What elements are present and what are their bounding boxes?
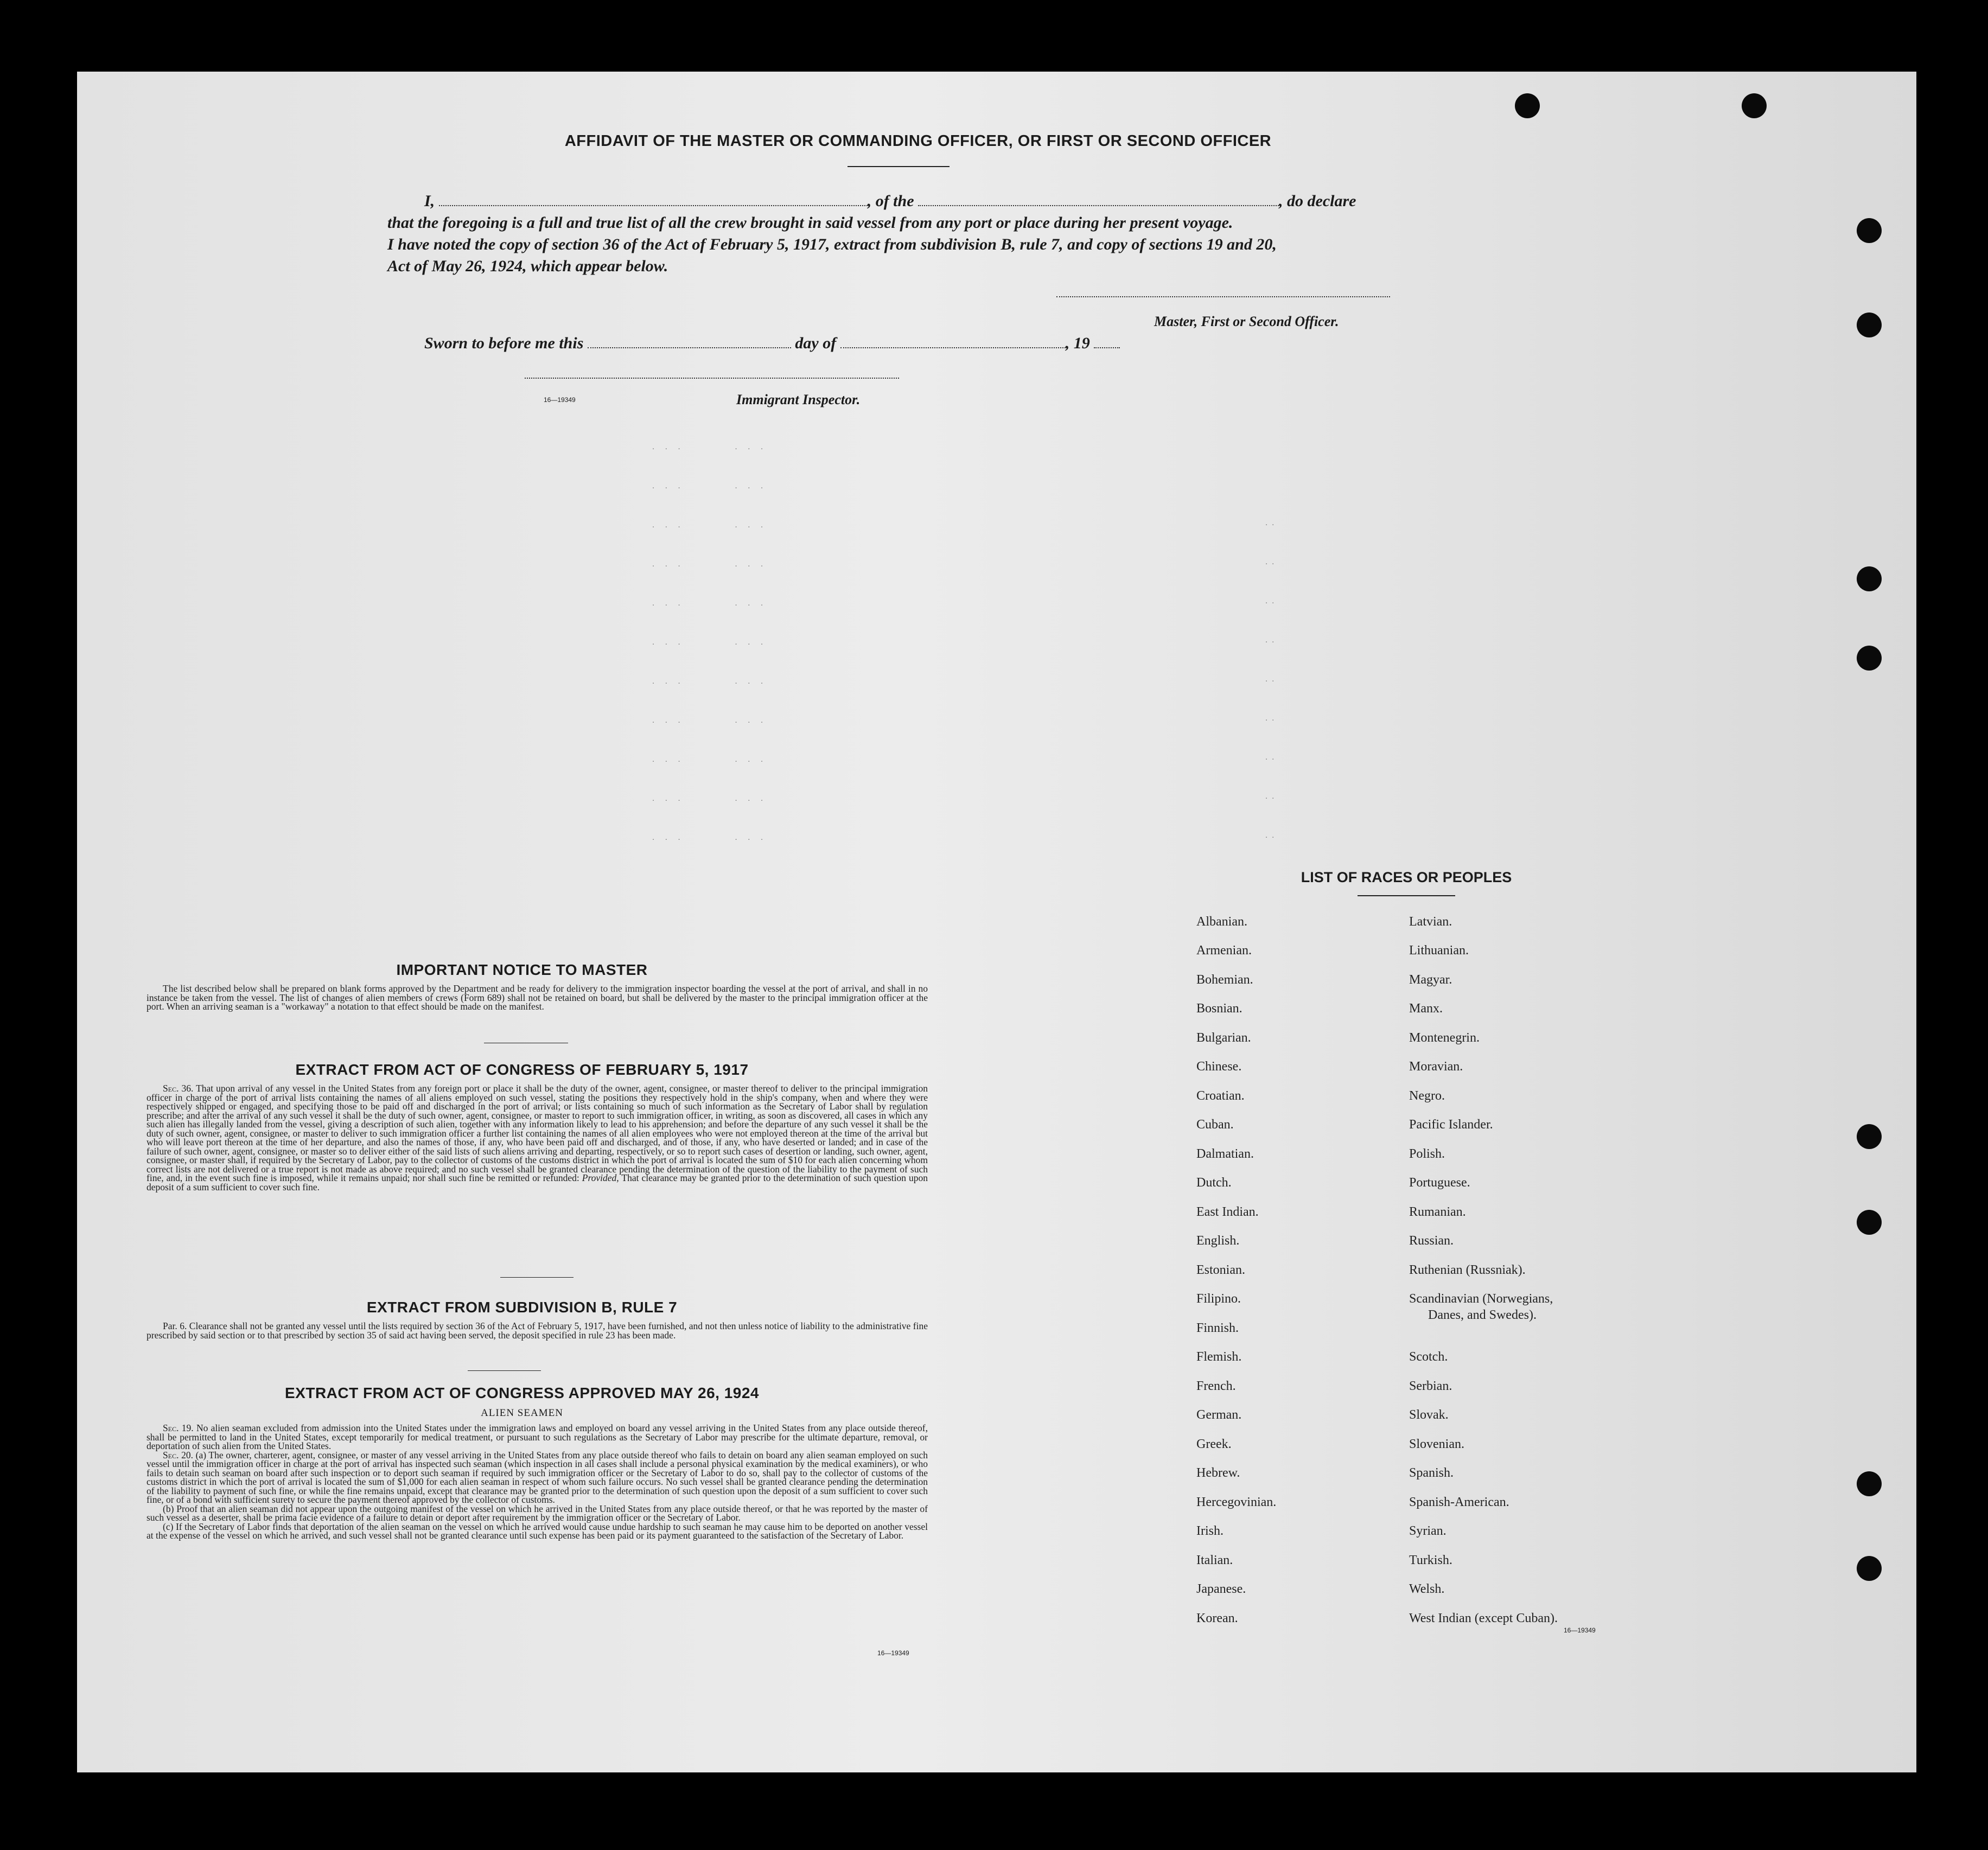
race-magyar: Magyar. bbox=[1409, 973, 1452, 987]
declare-suffix: , do declare bbox=[1279, 192, 1356, 210]
race-lithuanian: Lithuanian. bbox=[1409, 943, 1469, 958]
master-signature-label: Master, First or Second Officer. bbox=[1154, 314, 1339, 329]
race-bulgarian: Bulgarian. bbox=[1196, 1031, 1251, 1045]
races-title-rule bbox=[1358, 895, 1455, 896]
race-syrian: Syrian. bbox=[1409, 1524, 1447, 1538]
form-number-races: 16—19349 bbox=[1564, 1626, 1596, 1634]
race-spanish: Spanish. bbox=[1409, 1466, 1454, 1480]
race-french: French. bbox=[1196, 1379, 1236, 1393]
race-italian: Italian. bbox=[1196, 1553, 1233, 1567]
affidavit-line-2: that the foregoing is a full and true list of all the crew brought in said vessel from any port or place during her present voyage. bbox=[387, 214, 1233, 232]
punch-hole-top-1 bbox=[1515, 93, 1540, 118]
master-signature-field[interactable] bbox=[1056, 296, 1390, 297]
race-moravian: Moravian. bbox=[1409, 1060, 1463, 1074]
affidavit-line-4: Act of May 26, 1924, which appear below. bbox=[387, 257, 668, 275]
race-spanish-american: Spanish-American. bbox=[1409, 1495, 1509, 1509]
declarant-prefix: I, bbox=[424, 192, 435, 210]
affidavit-line-3: I have noted the copy of section 36 of the Act of February 5, 1917, extract from subdivision B, rule 7, and copy of sections 19 and 20, bbox=[387, 235, 1277, 253]
punch-hole-right-8 bbox=[1857, 1556, 1882, 1581]
punch-hole-right-7 bbox=[1857, 1471, 1882, 1496]
race-english: English. bbox=[1196, 1234, 1240, 1248]
extract-1924-title: EXTRACT FROM ACT OF CONGRESS APPROVED MAY 26, 1924 bbox=[285, 1385, 759, 1401]
race-hercegovinian: Hercegovinian. bbox=[1196, 1495, 1277, 1509]
race-filipino: Filipino. bbox=[1196, 1292, 1241, 1306]
alien-seamen-subtitle: ALIEN SEAMEN bbox=[481, 1407, 563, 1419]
race-bohemian: Bohemian. bbox=[1196, 973, 1253, 987]
race-polish: Polish. bbox=[1409, 1147, 1445, 1161]
sworn-day-of: day of bbox=[795, 334, 837, 352]
race-scandinavian-continued: Danes, and Swedes). bbox=[1428, 1308, 1537, 1322]
punch-hole-right-3 bbox=[1857, 566, 1882, 591]
sworn-prefix: Sworn to before me this bbox=[424, 334, 584, 352]
section-36-paragraph bbox=[146, 1084, 928, 1191]
race-negro: Negro. bbox=[1409, 1089, 1445, 1103]
notice-text bbox=[146, 984, 928, 1011]
race-russian: Russian. bbox=[1409, 1234, 1454, 1248]
race-serbian: Serbian. bbox=[1409, 1379, 1452, 1393]
race-flemish: Flemish. bbox=[1196, 1350, 1242, 1364]
punch-hole-top-2 bbox=[1742, 93, 1767, 118]
section-19-text: No alien seaman excluded from admission into the United States under the immigration laws and employed on board any vessel arriving in the United States from any place outside thereof, shall be permitted to land in the United States, except temporarily for medical treatment, or pursuant to such regulations as the Secretary of Labor may prescribe for the ultimate departure, removal, or deportation of such alien from the United States. bbox=[146, 1422, 928, 1451]
vessel-name-field[interactable] bbox=[918, 192, 1279, 206]
race-chinese: Chinese. bbox=[1196, 1060, 1242, 1074]
declarant-name-field[interactable] bbox=[439, 192, 868, 206]
race-scotch: Scotch. bbox=[1409, 1350, 1448, 1364]
punch-hole-right-2 bbox=[1857, 312, 1882, 337]
inspector-signature-field[interactable] bbox=[525, 378, 899, 379]
extract-1917-title: EXTRACT FROM ACT OF CONGRESS OF FEBRUARY 5, 1917 bbox=[295, 1061, 749, 1078]
race-hebrew: Hebrew. bbox=[1196, 1466, 1240, 1480]
form-number-affidavit: 16—19349 bbox=[544, 396, 576, 404]
race-irish: Irish. bbox=[1196, 1524, 1224, 1538]
punch-hole-right-5 bbox=[1857, 1124, 1882, 1149]
extract-1917-text bbox=[146, 1084, 928, 1191]
sworn-year-prefix: , 19 bbox=[1065, 334, 1090, 352]
section-19-label: Sec. 19. bbox=[163, 1422, 194, 1433]
punch-hole-right-6 bbox=[1857, 1210, 1882, 1235]
race-croatian: Croatian. bbox=[1196, 1089, 1245, 1103]
punch-hole-right-1 bbox=[1857, 218, 1882, 243]
race-finnish: Finnish. bbox=[1196, 1321, 1239, 1335]
race-west-indian: West Indian (except Cuban). bbox=[1409, 1611, 1558, 1625]
notice-title: IMPORTANT NOTICE TO MASTER bbox=[396, 961, 648, 978]
race-german: German. bbox=[1196, 1408, 1242, 1422]
race-scandinavian: Scandinavian (Norwegians, bbox=[1409, 1292, 1553, 1306]
race-welsh: Welsh. bbox=[1409, 1582, 1445, 1596]
section-20b-paragraph: (b) Proof that an alien seaman did not appear upon the outgoing manifest of the vessel on which he arrived in the United States from any place outside thereof, or that he was reported by the master of such vessel as a deserter, shall be prima facie evidence of a failure to detain or deport after requirement by the immigration officer or the Secretary of Labor. bbox=[146, 1503, 928, 1523]
proviso-word: Provided, bbox=[582, 1172, 619, 1183]
race-japanese: Japanese. bbox=[1196, 1582, 1246, 1596]
bleed-through-marks-right: ⋅⋅ ⋅⋅ ⋅⋅ ⋅⋅ ⋅⋅ ⋅⋅ ⋅⋅ ⋅⋅ ⋅⋅ bbox=[1265, 521, 1279, 841]
section-20a-text: (a) The owner, charterer, agent, consignee, or master of any vessel arriving in the United States from any place outside thereof who fails to detain on board any alien seaman employed on such vessel until the immigration officer in charge at the port of arrival has inspected such seaman (which inspection in all cases shall include a personal physical examination by the medical examiners), or who fails to detain such seaman on board after such inspection or to deport such seaman if required by such immigration officer or the Secretary of Labor to do so, shall pay to the collector of customs of the customs district in which the port of arrival is located the sum of $1,000 for each alien seaman in respect of whom such failure occurs. No such vessel shall be granted clearance pending the determination of the liability to payment of such fine, or while the fine remains unpaid, except that clearance may be granted prior to the determination of such question upon the deposit of a sum sufficient to cover such fine, or of a bond with sufficient surety to secure the payment thereof approved by the collector of customs. bbox=[146, 1449, 928, 1505]
vessel-prefix: , of the bbox=[867, 192, 914, 210]
extract-1924-text bbox=[146, 1424, 928, 1540]
rule-7-text bbox=[146, 1322, 928, 1339]
race-ruthenian: Ruthenian (Russniak). bbox=[1409, 1263, 1526, 1277]
race-montenegrin: Montenegrin. bbox=[1409, 1031, 1480, 1045]
bleed-through-marks: ⋅ ⋅ ⋅ ⋅ ⋅ ⋅ ⋅ ⋅ ⋅ ⋅ ⋅ ⋅ ⋅ ⋅ ⋅ ⋅ ⋅ ⋅ ⋅ ⋅ ⋅ ⋅ ⋅ ⋅ ⋅ ⋅ ⋅ ⋅ ⋅ ⋅ ⋅ ⋅ ⋅ ⋅ ⋅ ⋅ ⋅ ⋅ ⋅ ⋅ ⋅ ⋅ ⋅ ⋅ ⋅ ⋅ ⋅ ⋅ ⋅ ⋅ ⋅ ⋅ ⋅ ⋅ ⋅ ⋅ ⋅ ⋅ ⋅ ⋅ ⋅ ⋅ ⋅ ⋅ ⋅ ⋅ bbox=[652, 445, 768, 844]
race-slovenian: Slovenian. bbox=[1409, 1437, 1464, 1451]
race-east-indian: East Indian. bbox=[1196, 1205, 1259, 1219]
race-slovak: Slovak. bbox=[1409, 1408, 1449, 1422]
document-sheet bbox=[77, 72, 1916, 1772]
sworn-year-field[interactable] bbox=[1094, 334, 1120, 348]
race-albanian: Albanian. bbox=[1196, 915, 1247, 929]
sworn-month-field[interactable] bbox=[840, 334, 1066, 348]
race-turkish: Turkish. bbox=[1409, 1553, 1452, 1567]
section-20-label: Sec. 20. bbox=[163, 1449, 193, 1460]
section-36-end: That clearance may be granted prior to the determination of such question upon deposit of a sum sufficient to cover such fine. bbox=[146, 1172, 928, 1192]
race-latvian: Latvian. bbox=[1409, 915, 1452, 929]
race-estonian: Estonian. bbox=[1196, 1263, 1245, 1277]
race-portuguese: Portuguese. bbox=[1409, 1176, 1470, 1190]
race-dutch: Dutch. bbox=[1196, 1176, 1232, 1190]
punch-hole-right-4 bbox=[1857, 646, 1882, 671]
section-36-text: That upon arrival of any vessel in the United States from any foreign port or place it shall be the duty of the owner, agent, consignee, or master thereof to deliver to the principal immigration officer in charge of the port of arrival lists containing the names of all aliens employed on such vessel, stating the positions they respectively hold in the ship's company, when and where they were respectively shipped or engaged, and specifying those to be paid off and discharged in the port of arrival; or lists containing so much of such information as the Secretary of Labor shall by regulation prescribe; and after the arrival of any such vessel it shall be the duty of such owner, agent, consignee, or master to report to such immigration officer, in writing, as soon as discovered, all cases in which any such alien has illegally landed from the vessel, giving a description of such alien, together with any information likely to lead to his apprehension; and before the departure of any such vessel it shall be the duty of such owner, agent, consignee, or master to deliver to such immigration officer a further list containing the names of all alien employees who were not employed thereon at the time of the arrival but who will leave port thereon at the time of her departure, and also the names of those, if any, who have been paid off and discharged, and of those, if any, who have deserted or landed; and in case of the failure of such owner, agent, consignee, or master so to deliver either of the said lists of such aliens arriving and departing, respectively, or so to report such cases of desertion or landing, such owner, agent, consignee, or master shall, if required by the Secretary of Labor, pay to the collector of customs of the customs district in which the port of arrival is located the sum of $10 for each alien concerning whom correct lists are not delivered or a true report is not made as above required; and no such vessel shall be granted clearance pending the determination of the question of the liability to the payment of such fine, and, in the event such fine is imposed, while it remains unpaid; nor shall such fine be remitted or refunded: bbox=[146, 1083, 928, 1183]
form-number-extract: 16—19349 bbox=[877, 1649, 909, 1657]
sworn-day-field[interactable] bbox=[588, 334, 791, 348]
race-pacific-islander: Pacific Islander. bbox=[1409, 1118, 1493, 1132]
race-manx: Manx. bbox=[1409, 1001, 1443, 1016]
rule-7-rule bbox=[468, 1370, 541, 1371]
section-20a-paragraph bbox=[146, 1451, 928, 1504]
race-greek: Greek. bbox=[1196, 1437, 1232, 1451]
race-armenian: Armenian. bbox=[1196, 943, 1252, 958]
races-title: LIST OF RACES OR PEOPLES bbox=[1301, 869, 1512, 885]
section-20c-paragraph: (c) If the Secretary of Labor finds that deportation of the alien seaman on the vessel on which he arrived would cause undue hardship to such seaman he may cause him to be deported on another vessel at the expense of the vessel on which he arrived, and such vessel shall not be granted clearance until such expense has been paid or its payment guaranteed to the satisfaction of the Secretary of Labor. bbox=[146, 1521, 928, 1541]
inspector-signature-label: Immigrant Inspector. bbox=[736, 392, 861, 407]
sworn-line bbox=[424, 334, 1120, 353]
rule-7-paragraph: Par. 6. Clearance shall not be granted any vessel until the lists required by section 36 of the Act of February 5, 1917, have been furnished, and not then unless notice of liability to the administrative fine prescribed by said section or to that prescribed by section 35 of said act having been served, the deposit specified in rule 23 has been made. bbox=[146, 1320, 928, 1341]
extract-1917-rule bbox=[500, 1277, 574, 1278]
affidavit-title: AFFIDAVIT OF THE MASTER OR COMMANDING OFFICER, OR FIRST OR SECOND OFFICER bbox=[564, 132, 1272, 150]
affidavit-line-1 bbox=[424, 192, 1356, 210]
race-dalmatian: Dalmatian. bbox=[1196, 1147, 1254, 1161]
race-rumanian: Rumanian. bbox=[1409, 1205, 1466, 1219]
section-19-paragraph bbox=[146, 1424, 928, 1451]
rule-7-title: EXTRACT FROM SUBDIVISION B, RULE 7 bbox=[366, 1299, 678, 1316]
race-cuban: Cuban. bbox=[1196, 1118, 1234, 1132]
race-bosnian: Bosnian. bbox=[1196, 1001, 1242, 1016]
race-korean: Korean. bbox=[1196, 1611, 1238, 1625]
section-36-label: Sec. 36. bbox=[163, 1083, 194, 1094]
notice-paragraph: The list described below shall be prepared on blank forms approved by the Department and be ready for delivery to the immigration inspector boarding the vessel at the port of arrival, and shall in no instance be taken from the vessel. The list of changes of alien members of crews (Form 689) shall not be retained on board, but shall be delivered by the master to the principal immigration officer at the port. When an arriving seaman is a "workaway" a notation to that effect should be made on the manifest. bbox=[146, 983, 928, 1012]
title-rule bbox=[848, 166, 950, 167]
